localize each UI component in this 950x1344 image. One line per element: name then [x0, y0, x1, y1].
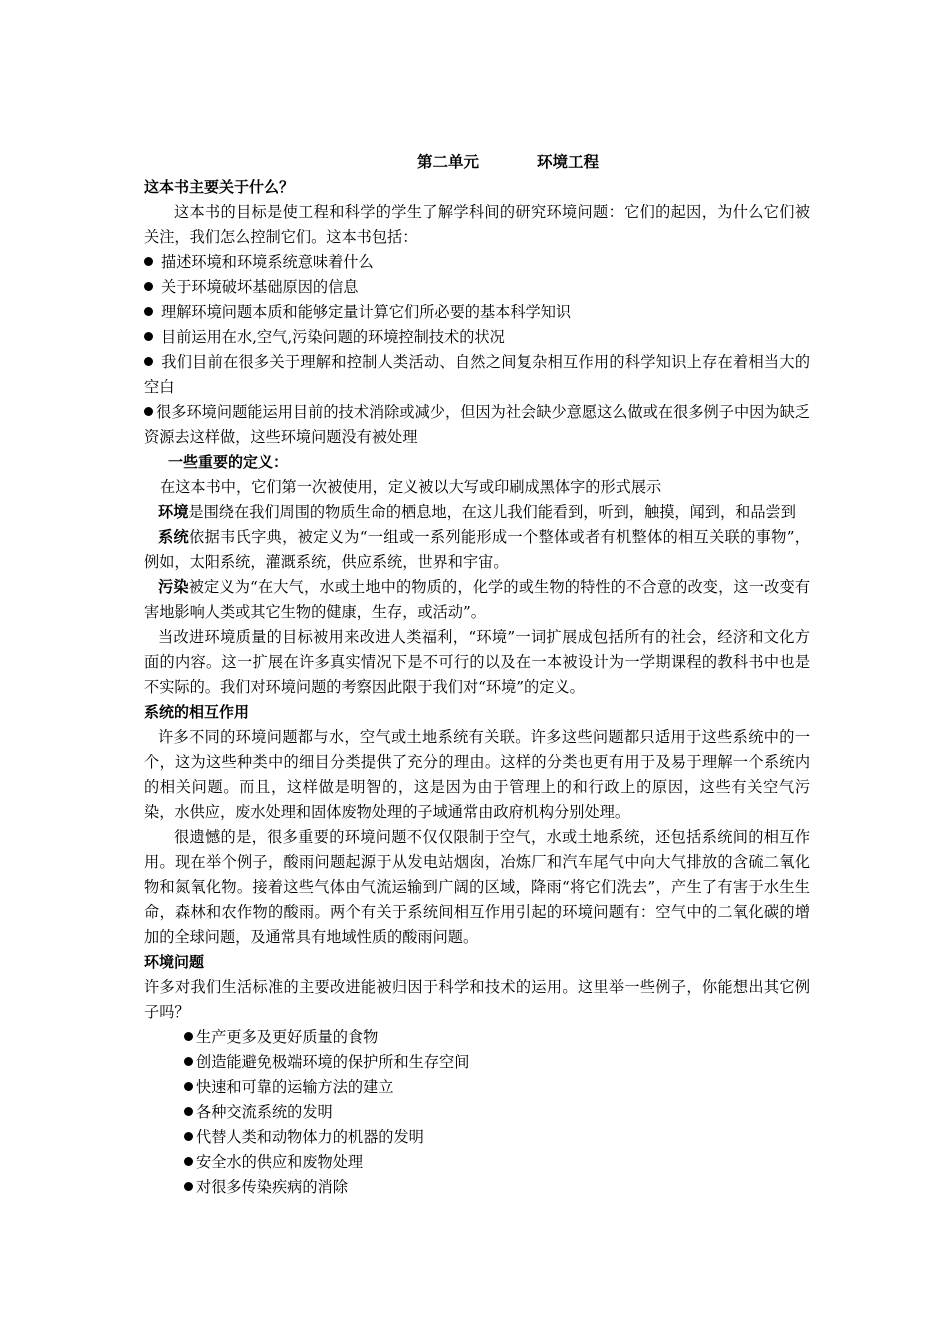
term-environment: 环境	[158, 503, 189, 521]
term-system: 系统	[158, 528, 190, 546]
section-heading-interactions: 系统的相互作用	[144, 703, 250, 721]
list-item: 很多环境问题能运用目前的技术消除或减少，但因为社会缺少意愿这么做或在很多例子中因为缺乏资源去这样做，这些环境问题没有被处理	[144, 403, 810, 446]
list-item: 目前运用在水,空气,污染问题的环境控制技术的状况	[144, 325, 810, 350]
document-page	[144, 150, 810, 1200]
list-item: 创造能避免极端环境的保护所和生存空间	[184, 1050, 810, 1075]
bullet-icon	[184, 1157, 193, 1166]
list-item: 理解环境问题本质和能够定量计算它们所必要的基本科学知识	[144, 300, 810, 325]
bullet-icon	[184, 1057, 193, 1066]
list-item: 安全水的供应和废物处理	[184, 1150, 810, 1175]
section-heading-definitions: 一些重要的定义：	[168, 453, 289, 471]
definitions-intro: 在这本书中，它们第一次被使用，定义被以大写或印刷成黑体字的形式展示	[160, 478, 662, 496]
bullet-icon	[184, 1132, 193, 1141]
bullet-icon	[144, 282, 153, 291]
interactions-paragraph-1: 许多不同的环境问题都与水，空气或土地系统有关联。许多这些问题都只适用于这些系统中的一个，这为这些种类中的细目分类提供了充分的理由。这样的分类也更有用于及易于理解一个系统内的相关问题。而且，这样做是明智的，这是因为由于管理上的和行政上的原因，这些有关空气污染，水供应，废水处理和固体废物处理的子域通常由政府机构分别处理。	[144, 728, 810, 821]
bullet-icon	[144, 307, 153, 316]
unit-name: 环境工程	[537, 153, 600, 171]
about-intro: 这本书的目标是使工程和科学的学生了解学科间的研究环境问题：它们的起因，为什么它们被关注，我们怎么控制它们。这本书包括：	[144, 203, 810, 246]
unit-label: 第二单元	[416, 153, 479, 171]
page-title	[206, 150, 810, 175]
bullet-icon	[144, 257, 153, 266]
definition-pollution: 污染被定义为“在大气，水或土地中的物质的，化学的或生物的特性的不合意的改变，这一改变有害地影响人类或其它生物的健康，生存，或活动”。	[144, 578, 811, 621]
interactions-paragraph-2: 很遗憾的是，很多重要的环境问题不仅仅限制于空气，水或土地系统，还包括系统间的相互作用。现在举个例子，酸雨问题起源于从发电站烟囱，冶炼厂和汽车尾气中向大气排放的含硫二氧化物和氮氧化物。接着这些气体由气流运输到广阔的区域，降雨“将它们洗去”，产生了有害于水生生命，森林和农作物的酸雨。两个有关于系统间相互作用引起的环境问题有：空气中的二氧化碳的增加的全球问题，及通常具有地域性质的酸雨问题。	[144, 828, 810, 946]
list-item: 我们目前在很多关于理解和控制人类活动、自然之间复杂相互作用的科学知识上存在着相当大的空白	[144, 353, 810, 396]
list-item: 快速和可靠的运输方法的建立	[184, 1075, 810, 1100]
list-item: 关于环境破坏基础原因的信息	[144, 275, 810, 300]
term-pollution: 污染	[158, 578, 189, 596]
bullet-icon	[184, 1107, 193, 1116]
definition-environment: 环境是围绕在我们周围的物质生命的栖息地，在这儿我们能看到，听到，触摸，闻到，和品尝到	[158, 503, 796, 521]
bullet-icon	[144, 357, 153, 366]
section-heading-about: 这本书主要关于什么？	[144, 178, 295, 196]
list-item: 生产更多及更好质量的食物	[184, 1025, 810, 1050]
list-item: 代替人类和动物体力的机器的发明	[184, 1125, 810, 1150]
list-item: 描述环境和环境系统意味着什么	[144, 250, 810, 275]
definition-system: 系统依据韦氏字典，被定义为“一组或一系列能形成一个整体或者有机整体的相互关联的事物”，例如，太阳系统，灌溉系统，供应系统，世界和宇宙。	[144, 528, 810, 571]
problems-intro: 许多对我们生活标准的主要改进能被归因于科学和技术的运用。这里举一些例子，你能想出其它例子吗？	[144, 978, 810, 1021]
improvements-list	[144, 1025, 810, 1200]
list-item: 对很多传染疾病的消除	[184, 1175, 810, 1200]
bullet-icon	[144, 407, 153, 416]
section-heading-problems: 环境问题	[144, 953, 205, 971]
bullet-icon	[184, 1032, 193, 1041]
environment-scope-paragraph: 当改进环境质量的目标被用来改进人类福利，“环境”一词扩展成包括所有的社会，经济和文化方面的内容。这一扩展在许多真实情况下是不可行的以及在一本被设计为一学期课程的教科书中也是不实际的。我们对环境问题的考察因此限于我们对“环境”的定义。	[144, 628, 810, 696]
bullet-icon	[184, 1082, 193, 1091]
bullet-icon	[144, 332, 153, 341]
bullet-icon	[184, 1182, 193, 1191]
list-item: 各种交流系统的发明	[184, 1100, 810, 1125]
